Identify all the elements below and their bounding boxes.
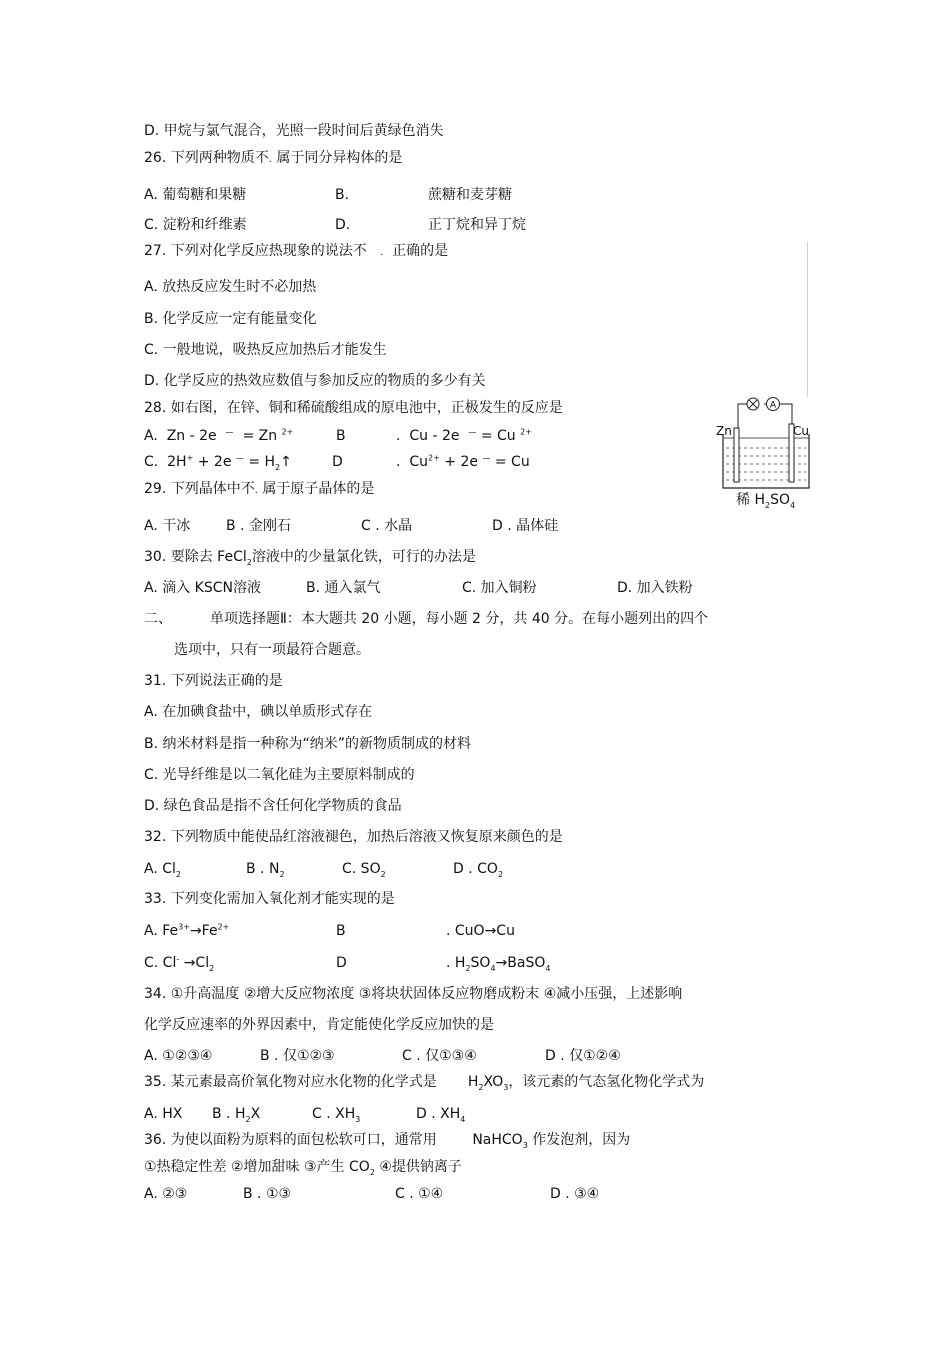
q28-option-b-label: B [336, 428, 346, 444]
bulb-icon [747, 398, 759, 410]
q34-option-d: D . 仅①②④ [545, 1048, 621, 1064]
q34-option-b: B . 仅①②③ [260, 1048, 335, 1064]
q33-option-a: A. $Fe^{3+}\to Fe^{2+}$ [144, 922, 230, 939]
q29-option-d: D . 晶体硅 [492, 518, 559, 534]
q28-stem: 28. 如右图，在锌、铜和稀硫酸组成的原电池中，正极发生的反应是 [144, 400, 563, 416]
q31-option-a: A. 在加碘食盐中，碘以单质形式存在 [144, 704, 373, 720]
q27-option-a: A. 放热反应发生时不必加热 [144, 279, 317, 295]
q29-option-c: C . 水晶 [361, 518, 413, 534]
q33-option-d-label: D [336, 955, 347, 971]
q26-option-b-label: B. [335, 187, 350, 203]
q35-stem: 35. 某元素最高价氧化物对应水化物的化学式是 $H_2XO_3$，该元素的气态氢化物化学式为 [144, 1074, 705, 1092]
q29-option-b: B . 金刚石 [226, 518, 291, 534]
q35-option-a: A. HX [144, 1106, 183, 1122]
q25-option-d: D. 甲烷与氯气混合，光照一段时间后黄绿色消失 [144, 123, 444, 139]
copper-label: Cu [793, 424, 809, 438]
q31-option-d: D. 绿色食品是指不含任何化学物质的食品 [144, 798, 402, 814]
q27-option-d: D. 化学反应的热效应数值与参加反应的物质的多少有关 [144, 373, 486, 389]
q32-option-b: B . $N_2$ [246, 861, 285, 879]
q26-option-d: 正丁烷和异丁烷 [428, 217, 526, 233]
q33-option-c: C. $Cl^- \to Cl_2$ [144, 954, 215, 973]
q29-stem: 29. 下列晶体中不. 属于原子晶体的是 [144, 481, 375, 497]
q30-option-b: B. 通入氯气 [306, 580, 381, 596]
q26-option-c: C. 淀粉和纤维素 [144, 217, 247, 233]
q36-option-b: B . ①③ [243, 1186, 292, 1202]
q28-option-b: . Cu - 2e — = Cu $^{2+}$ [396, 427, 532, 444]
q35-option-b: B . $H_2X$ [212, 1106, 261, 1124]
q32-option-a: A. $Cl_2$ [144, 861, 181, 879]
q27-stem: 27. 下列对化学反应热现象的说法不 . 正确的是 [144, 243, 449, 259]
section-2-number: 二、 [144, 611, 172, 627]
section-2-heading: 单项选择题Ⅱ：本大题共 20 小题，每小题 2 分，共 40 分。在每小题列出的四个 [210, 611, 709, 627]
q36-option-d: D . ③④ [550, 1186, 600, 1202]
q30-option-c: C. 加入铜粉 [462, 580, 537, 596]
q35-option-d: D . $XH_4$ [416, 1106, 466, 1124]
q26-option-a: A. 葡萄糖和果糖 [144, 187, 247, 203]
q32-option-c: C. $SO_2$ [342, 861, 386, 879]
q36-option-c: C . ①④ [395, 1186, 444, 1202]
q34-stem-cont: 化学反应速率的外界因素中，肯定能使化学反应加快的是 [144, 1017, 494, 1033]
q36-stem: 36. 为使以面粉为原料的面包松软可口，通常用 NaHCO$_3$ 作发泡剂，因为 [144, 1132, 631, 1150]
q33-option-d: . $H_2SO_4\to BaSO_4$ [446, 955, 551, 973]
q28-option-c: C. 2H+ + 2e $^— = H_2↑$ [144, 453, 292, 472]
q35-option-c: C . $XH_3$ [312, 1106, 361, 1124]
q30-option-a: A. 滴入 KSCN溶液 [144, 580, 261, 596]
q33-option-b-label: B [336, 923, 346, 939]
q34-option-c: C . 仅①③④ [402, 1048, 477, 1064]
q26-option-b: 蔗糖和麦芽糖 [428, 187, 512, 203]
q29-option-a: A. 干冰 [144, 518, 191, 534]
q34-option-a: A. ①②③④ [144, 1048, 213, 1064]
q33-stem: 33. 下列变化需加入氧化剂才能实现的是 [144, 891, 395, 907]
q30-option-d: D. 加入铁粉 [617, 580, 693, 596]
q28-option-a: A. Zn - 2e — = Zn $^{2+}$ [144, 427, 294, 444]
q33-option-b: . CuO→Cu [446, 923, 515, 939]
q27-option-c: C. 一般地说，吸热反应加热后才能发生 [144, 342, 387, 358]
q31-option-b: B. 纳米材料是指一种称为“纳米”的新物质制成的材料 [144, 736, 472, 752]
q34-stem: 34. ①升高温度 ②增大反应物浓度 ③将块状固体反应物磨成粉末 ④减小压强，上述影响 [144, 986, 683, 1002]
zinc-electrode [734, 428, 739, 482]
zinc-label: Zn [716, 424, 732, 438]
svg-text:A: A [769, 400, 777, 411]
q28-option-d-label: D [332, 454, 343, 470]
q27-option-b: B. 化学反应一定有能量变化 [144, 311, 317, 327]
figure-caption: 稀 $H_2SO_4$ [736, 492, 796, 510]
section-2-heading-cont: 选项中，只有一项最符合题意。 [174, 642, 370, 658]
scan-edge-line [807, 242, 808, 397]
q26-option-d-label: D. [335, 217, 351, 233]
q28-option-d: . $Cu^{2+} + 2e$ — = Cu [396, 453, 530, 470]
q32-stem: 32. 下列物质中能使品红溶液褪色，加热后溶液又恢复原来颜色的是 [144, 829, 563, 845]
q26-stem: 26. 下列两种物质不. 属于同分异构体的是 [144, 150, 403, 166]
ammeter-icon [767, 398, 780, 411]
q31-option-c: C. 光导纤维是以二氧化硅为主要原料制成的 [144, 767, 415, 783]
q36-option-a: A. ②③ [144, 1186, 188, 1202]
q32-option-d: D . $CO_2$ [453, 861, 504, 879]
q31-stem: 31. 下列说法正确的是 [144, 673, 283, 689]
q30-stem: 30. 要除去 FeCl$_2$溶液中的少量氯化铁，可行的办法是 [144, 549, 476, 567]
q36-statements: ①热稳定性差 ②增加甜味 ③产生 $CO_2$ ④提供钠离子 [144, 1159, 462, 1177]
